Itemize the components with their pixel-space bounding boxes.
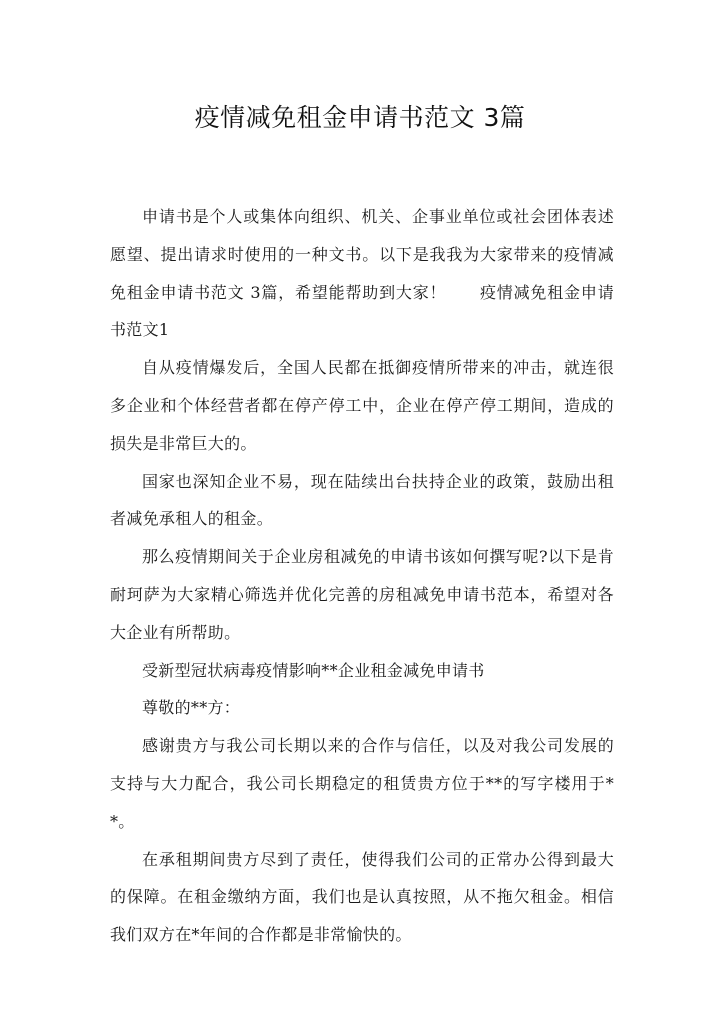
paragraph-epidemic-impact: 自从疫情爆发后，全国人民都在抵御疫情所带来的冲击，就连很多企业和个体经营者都在停产停工中，企业在停产停工期间，造成的损失是非常巨大的。 (110, 358, 614, 453)
paragraph-thanks: 感谢贵方与我公司长期以来的合作与信任，以及对我公司发展的支持与大力配合，我公司长期稳定的租赁贵方位于**的写字楼用于**。 (110, 736, 614, 831)
paragraph-how-to-write: 那么疫情期间关于企业房租减免的申请书该如何撰写呢?以下是肯耐珂萨为大家精心筛选并优化完善的房租减免申请书范本，希望对各大企业有所帮助。 (110, 547, 614, 642)
document-title: 疫情减免租金申请书范文 3篇 (194, 103, 526, 132)
paragraph-lease-history: 在承租期间贵方尽到了责任，使得我们公司的正常办公得到最大的保障。在租金缴纳方面，我们也是认真按照，从不拖欠租金。相信我们双方在*年间的合作都是非常愉快的。 (110, 849, 614, 945)
paragraph-letter-heading: 受新型冠状病毒疫情影响**企业租金减免申请书 (142, 660, 485, 680)
paragraph-salutation: 尊敬的**方： (142, 698, 241, 718)
document-body (110, 198, 614, 954)
paragraph-national-policy: 国家也深知企业不易，现在陆续出台扶持企业的政策，鼓励出租者减免承租人的租金。 (110, 471, 614, 529)
paragraph-intro: 申请书是个人或集体向组织、机关、企事业单位或社会团体表述愿望、提出请求时使用的一种文书。以下是我我为大家带来的疫情减免租金申请书范文 3篇，希望能帮助到大家！ 疫情减免租金申请书范文1 (110, 207, 614, 340)
